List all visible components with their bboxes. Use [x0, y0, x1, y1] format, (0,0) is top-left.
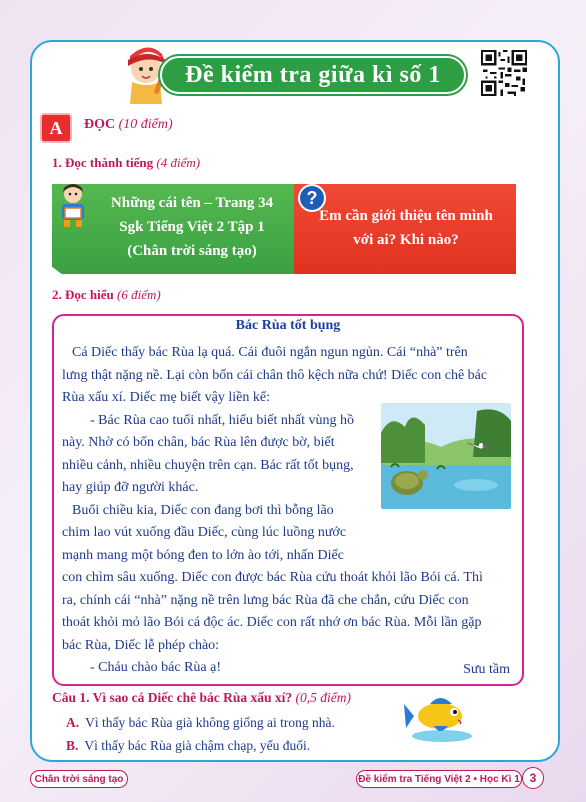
story-source: Sưu tầm [463, 662, 510, 677]
story-line: ra, chính cái “nhà” nặng nề trên lưng bác Rùa đã che chắn, cứu Diếc con [62, 592, 469, 608]
qr-code-icon [481, 50, 527, 96]
part2-title: 2. Đọc hiểu [52, 287, 114, 302]
section-a-points: (10 điểm) [118, 117, 173, 132]
story-line: - Cháu chào bác Rùa ạ! [90, 660, 221, 675]
question-banner-line: Em cần giới thiệu tên mình [319, 208, 493, 224]
story-line: nhiều cảnh, nhiều chuyện trên cạn. Bác rất tốt bụng, [62, 457, 354, 473]
question-banner-line: với ai? Khi nào? [353, 232, 459, 248]
section-a-label: ĐỌC [84, 117, 116, 132]
story-line: Rùa xấu xí. Diếc mẹ biết vậy liền kể: [62, 390, 270, 405]
question-1-text: Câu 1. Vì sao cá Diếc chê bác Rùa xấu xí? [52, 690, 293, 705]
question-1-points: (0,5 điểm) [295, 690, 351, 705]
reading-task-line: (Chân trời sáng tạo) [127, 243, 257, 259]
fish-illustration [404, 692, 480, 744]
story-title: Bác Rùa tốt bụng [235, 318, 341, 333]
story-line: - Bác Rùa cao tuổi nhất, hiểu biết nhất vùng hồ [90, 412, 354, 428]
part1-title: 1. Đọc thành tiếng [52, 155, 154, 170]
part1-points: (4 điểm) [156, 155, 201, 170]
section-a-title [84, 117, 173, 133]
section-a-badge: A [40, 113, 72, 143]
reading-task-line: Sgk Tiếng Việt 2 Tập 1 [119, 219, 265, 235]
story-line: bác Rùa, Diếc lễ phép chào: [62, 637, 220, 653]
reading-task-text [92, 191, 292, 263]
part1-heading [52, 155, 200, 171]
question-1-title [52, 690, 351, 706]
story-line: Cá Diếc thấy bác Rùa lạ quá. Cái đuôi ngắn ngun ngủn. Cái “nhà” trên [72, 345, 468, 360]
option-letter: B. [66, 738, 79, 753]
boy-reading-illustration [54, 182, 92, 228]
turtle-pond-illustration [381, 403, 511, 509]
question-1-option-b[interactable] [66, 738, 310, 754]
question-banner-text [300, 204, 512, 252]
question-mark-icon: ? [298, 184, 326, 212]
story-line: con chìm sâu xuống. Diếc con được bác Rùa cứu thoát khỏi lão Bói cá. Thì [62, 570, 483, 585]
question-1-option-a[interactable] [66, 715, 335, 731]
footer-book-title: Đề kiểm tra Tiếng Việt 2 • Học Kì 1 [356, 770, 522, 788]
story-line: chim lao vút xuống đầu Diếc, cùng lúc luồng nước [62, 525, 347, 540]
footer-series-label: Chân trời sáng tạo [30, 770, 128, 788]
story-line: thoát khỏi mỏ lão Bói cá độc ác. Diếc con rất nhớ ơn bác Rùa. Mỗi lần gặp [62, 615, 482, 630]
story-line: lưng thật nặng nề. Lại còn bốn cái chân thô kệch nữa chứ! Diếc con chê bác [62, 367, 488, 383]
page-number: 3 [522, 767, 544, 789]
option-text: Vì thấy bác Rùa già chậm chạp, yếu đuối. [84, 738, 311, 753]
story-line: hay giúp đỡ người khác. [62, 480, 199, 495]
option-letter: A. [66, 715, 80, 730]
part2-points: (6 điểm) [117, 287, 161, 302]
story-text [62, 342, 514, 680]
story-line: Buổi chiều kia, Diếc con đang bơi thì bỗng lão [72, 502, 334, 518]
part2-heading [52, 287, 161, 303]
story-line: này. Nhờ có bốn chân, bác Rùa lên được bờ, biết [62, 435, 335, 450]
option-text: Vì thấy bác Rùa già không giống ai trong nhà. [85, 715, 335, 730]
story-line: mạnh mang một bóng đen to lớn ào tới, nhấn Diếc [62, 547, 344, 563]
reading-task-line: Những cái tên – Trang 34 [110, 195, 274, 211]
page-title: Đề kiểm tra giữa kì số 1 [160, 56, 466, 94]
